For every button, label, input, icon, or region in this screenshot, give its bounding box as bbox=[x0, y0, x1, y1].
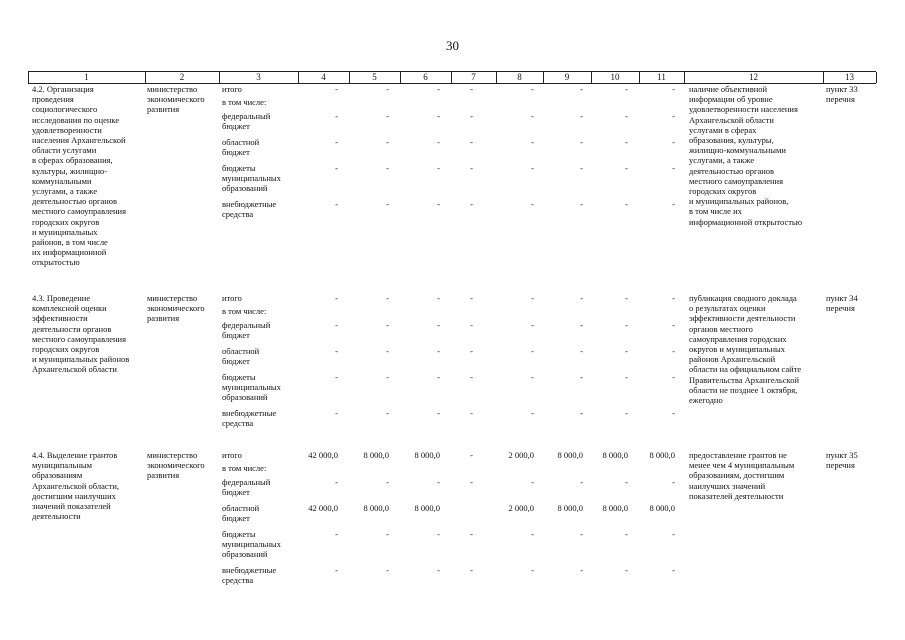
funding-value: 8 000,0 bbox=[557, 450, 583, 460]
funding-value: - bbox=[470, 199, 473, 209]
funding-value: - bbox=[625, 293, 628, 303]
funding-source: в том числе: bbox=[222, 463, 267, 473]
expected-result: предоставление грантов не менее чем 4 муниципальным образованиям, достигшим наилучших значений показателей деятельности bbox=[689, 450, 795, 501]
funding-value: - bbox=[437, 529, 440, 539]
funding-value: - bbox=[335, 372, 338, 382]
funding-value: - bbox=[437, 137, 440, 147]
column-header-1: 1 bbox=[84, 72, 89, 82]
funding-value: 42 000,0 bbox=[308, 503, 338, 513]
funding-value: - bbox=[386, 320, 389, 330]
funding-value: - bbox=[335, 320, 338, 330]
funding-value: - bbox=[672, 320, 675, 330]
funding-value: - bbox=[672, 565, 675, 575]
funding-value: - bbox=[625, 565, 628, 575]
funding-value: - bbox=[580, 199, 583, 209]
funding-value: - bbox=[437, 408, 440, 418]
funding-value: - bbox=[335, 84, 338, 94]
funding-value: - bbox=[437, 320, 440, 330]
funding-value: - bbox=[437, 372, 440, 382]
funding-value: - bbox=[335, 565, 338, 575]
column-header-11: 11 bbox=[657, 72, 666, 82]
funding-source: в том числе: bbox=[222, 97, 267, 107]
funding-value: - bbox=[386, 163, 389, 173]
funding-value: - bbox=[625, 111, 628, 121]
funding-value: - bbox=[470, 320, 473, 330]
list-reference: пункт 33 перечня bbox=[826, 84, 858, 105]
funding-value: - bbox=[335, 529, 338, 539]
column-header-8: 8 bbox=[517, 72, 522, 82]
funding-value: 8 000,0 bbox=[557, 503, 583, 513]
funding-value: - bbox=[625, 529, 628, 539]
funding-value: - bbox=[580, 565, 583, 575]
funding-value: - bbox=[437, 293, 440, 303]
funding-value: - bbox=[580, 320, 583, 330]
column-divider bbox=[876, 72, 877, 83]
funding-value: - bbox=[580, 163, 583, 173]
funding-value: - bbox=[470, 293, 473, 303]
list-reference: пункт 34 перечня bbox=[826, 293, 858, 314]
column-divider bbox=[298, 72, 299, 83]
funding-value: - bbox=[470, 477, 473, 487]
funding-source: внебюджетные средства bbox=[222, 199, 277, 220]
funding-value: - bbox=[386, 293, 389, 303]
event-name: 4.4. Выделение грантов муниципальным образованиям Архангельской области, достигшим наилучших значений показателей деятельности bbox=[32, 450, 120, 522]
column-divider bbox=[451, 72, 452, 83]
funding-value: - bbox=[625, 346, 628, 356]
funding-value: 42 000,0 bbox=[308, 450, 338, 460]
funding-value: - bbox=[335, 111, 338, 121]
funding-value: - bbox=[531, 477, 534, 487]
funding-source: итого bbox=[222, 84, 242, 94]
funding-value: - bbox=[531, 346, 534, 356]
column-divider bbox=[145, 72, 146, 83]
funding-source: итого bbox=[222, 293, 242, 303]
funding-source: внебюджетные средства bbox=[222, 408, 277, 429]
funding-value: - bbox=[531, 84, 534, 94]
funding-value: 8 000,0 bbox=[602, 503, 628, 513]
funding-value: - bbox=[580, 477, 583, 487]
funding-value: 2 000,0 bbox=[508, 450, 534, 460]
column-header-5: 5 bbox=[372, 72, 377, 82]
funding-source: бюджеты муниципальных образований bbox=[222, 372, 281, 403]
funding-value: - bbox=[672, 477, 675, 487]
funding-value: - bbox=[580, 111, 583, 121]
funding-value: - bbox=[625, 408, 628, 418]
funding-source: внебюджетные средства bbox=[222, 565, 277, 586]
column-header-12: 12 bbox=[749, 72, 758, 82]
funding-value: 8 000,0 bbox=[363, 450, 389, 460]
funding-value: 8 000,0 bbox=[363, 503, 389, 513]
funding-value: - bbox=[672, 84, 675, 94]
expected-result: публикация сводного доклада о результатах оценки эффективности деятельности органов местного самоуправления городских округов и муниципальных районов Архангельской области на официальном сайте Правительства Архангельской области не позднее 1 октября, ежегодно bbox=[689, 293, 802, 406]
funding-value: - bbox=[470, 111, 473, 121]
funding-value: - bbox=[386, 477, 389, 487]
funding-value: - bbox=[386, 408, 389, 418]
funding-value: - bbox=[672, 137, 675, 147]
funding-value: - bbox=[531, 529, 534, 539]
funding-value: - bbox=[437, 565, 440, 575]
funding-value: - bbox=[580, 346, 583, 356]
funding-value: - bbox=[625, 199, 628, 209]
column-header-13: 13 bbox=[845, 72, 854, 82]
funding-source: федеральный бюджет bbox=[222, 477, 271, 498]
funding-source: областной бюджет bbox=[222, 137, 260, 158]
column-divider bbox=[219, 72, 220, 83]
funding-value: - bbox=[335, 137, 338, 147]
funding-source: федеральный бюджет bbox=[222, 320, 271, 341]
funding-value: - bbox=[386, 565, 389, 575]
funding-value: - bbox=[531, 137, 534, 147]
column-divider bbox=[349, 72, 350, 83]
column-divider bbox=[639, 72, 640, 83]
funding-value: - bbox=[335, 477, 338, 487]
funding-value: - bbox=[625, 372, 628, 382]
funding-value: 8 000,0 bbox=[649, 503, 675, 513]
funding-source: в том числе: bbox=[222, 306, 267, 316]
column-divider bbox=[400, 72, 401, 83]
funding-value: - bbox=[386, 529, 389, 539]
funding-value: - bbox=[386, 199, 389, 209]
funding-value: - bbox=[625, 320, 628, 330]
funding-value: - bbox=[470, 565, 473, 575]
funding-value: - bbox=[470, 163, 473, 173]
funding-value: - bbox=[625, 137, 628, 147]
funding-value: - bbox=[672, 293, 675, 303]
funding-source: бюджеты муниципальных образований bbox=[222, 529, 281, 560]
funding-value: 8 000,0 bbox=[602, 450, 628, 460]
funding-value: - bbox=[470, 137, 473, 147]
funding-source: федеральный бюджет bbox=[222, 111, 271, 132]
column-divider bbox=[823, 72, 824, 83]
funding-value: - bbox=[531, 372, 534, 382]
funding-value: - bbox=[335, 346, 338, 356]
funding-value: - bbox=[672, 346, 675, 356]
funding-value: - bbox=[580, 137, 583, 147]
funding-value: - bbox=[531, 163, 534, 173]
executor: министерство экономического развития bbox=[147, 450, 205, 481]
executor: министерство экономического развития bbox=[147, 84, 205, 115]
event-name: 4.3. Проведение комплексной оценки эффективности деятельности органов местного самоуправления городских округов и муниципальных районов Архангельской области bbox=[32, 293, 130, 375]
column-header-9: 9 bbox=[564, 72, 570, 82]
funding-value: - bbox=[386, 372, 389, 382]
column-header-2: 2 bbox=[179, 72, 185, 82]
funding-value: - bbox=[672, 199, 675, 209]
funding-value: - bbox=[437, 346, 440, 356]
funding-value: 8 000,0 bbox=[649, 450, 675, 460]
column-header-3: 3 bbox=[256, 72, 261, 82]
funding-value: - bbox=[672, 111, 675, 121]
funding-value: - bbox=[625, 84, 628, 94]
page-number: 30 bbox=[446, 38, 459, 53]
funding-value: - bbox=[672, 163, 675, 173]
funding-value: - bbox=[335, 293, 338, 303]
funding-value: - bbox=[386, 346, 389, 356]
funding-value: - bbox=[335, 408, 338, 418]
funding-value: - bbox=[531, 565, 534, 575]
column-divider bbox=[496, 72, 497, 83]
funding-value: - bbox=[470, 84, 473, 94]
funding-value: - bbox=[335, 199, 338, 209]
funding-value: - bbox=[672, 372, 675, 382]
funding-value: - bbox=[531, 199, 534, 209]
funding-value: - bbox=[531, 293, 534, 303]
funding-source: областной бюджет bbox=[222, 503, 260, 524]
column-header-10: 10 bbox=[610, 72, 620, 82]
list-reference: пункт 35 перечня bbox=[826, 450, 858, 471]
funding-value: - bbox=[470, 346, 473, 356]
column-divider bbox=[684, 72, 685, 83]
funding-value: - bbox=[437, 111, 440, 121]
column-number-header bbox=[28, 71, 876, 84]
funding-value: - bbox=[531, 111, 534, 121]
funding-value: - bbox=[531, 320, 534, 330]
event-name: 4.2. Организация проведения социологического исследования по оценке удовлетворенности населения Архангельской области услугами в сферах образования, культуры, жилищно- коммунальными услугами, а также деятельностью органов местного самоуправления городских округов и муниципальных районов, в том числе их информационной открытостью bbox=[32, 84, 126, 268]
funding-value: - bbox=[580, 293, 583, 303]
funding-value: 8 000,0 bbox=[414, 503, 440, 513]
funding-value: - bbox=[335, 163, 338, 173]
funding-value: 8 000,0 bbox=[414, 450, 440, 460]
column-header-6: 6 bbox=[423, 72, 428, 82]
funding-source: итого bbox=[222, 450, 242, 460]
funding-value: - bbox=[437, 84, 440, 94]
funding-value: - bbox=[580, 408, 583, 418]
funding-value: - bbox=[386, 137, 389, 147]
column-divider bbox=[28, 72, 29, 83]
funding-value: - bbox=[672, 529, 675, 539]
funding-value: - bbox=[470, 372, 473, 382]
funding-source: областной бюджет bbox=[222, 346, 260, 367]
column-header-7: 7 bbox=[471, 72, 476, 82]
funding-value: - bbox=[437, 199, 440, 209]
funding-value: 2 000,0 bbox=[508, 503, 534, 513]
column-divider bbox=[543, 72, 544, 83]
funding-value: - bbox=[470, 408, 473, 418]
funding-value: - bbox=[580, 529, 583, 539]
funding-value: - bbox=[672, 408, 675, 418]
column-divider bbox=[591, 72, 592, 83]
funding-value: - bbox=[470, 450, 473, 460]
funding-value: - bbox=[386, 111, 389, 121]
funding-source: бюджеты муниципальных образований bbox=[222, 163, 281, 194]
column-header-4: 4 bbox=[321, 72, 326, 82]
funding-value: - bbox=[531, 408, 534, 418]
expected-result: наличие объективной информации об уровне удовлетворенности населения Архангельской области услугами в сферах образования, культуры, жилищно-коммунальными услугами, а также деятельностью органов местного самоуправления городских округов и муниципальных районов, в том числе их информационной открытостью bbox=[689, 84, 803, 227]
funding-value: - bbox=[625, 163, 628, 173]
funding-value: - bbox=[437, 477, 440, 487]
funding-value: - bbox=[470, 529, 473, 539]
funding-value: - bbox=[437, 163, 440, 173]
funding-value: - bbox=[580, 84, 583, 94]
funding-value: - bbox=[386, 84, 389, 94]
funding-value: - bbox=[625, 477, 628, 487]
executor: министерство экономического развития bbox=[147, 293, 205, 324]
funding-value: - bbox=[580, 372, 583, 382]
